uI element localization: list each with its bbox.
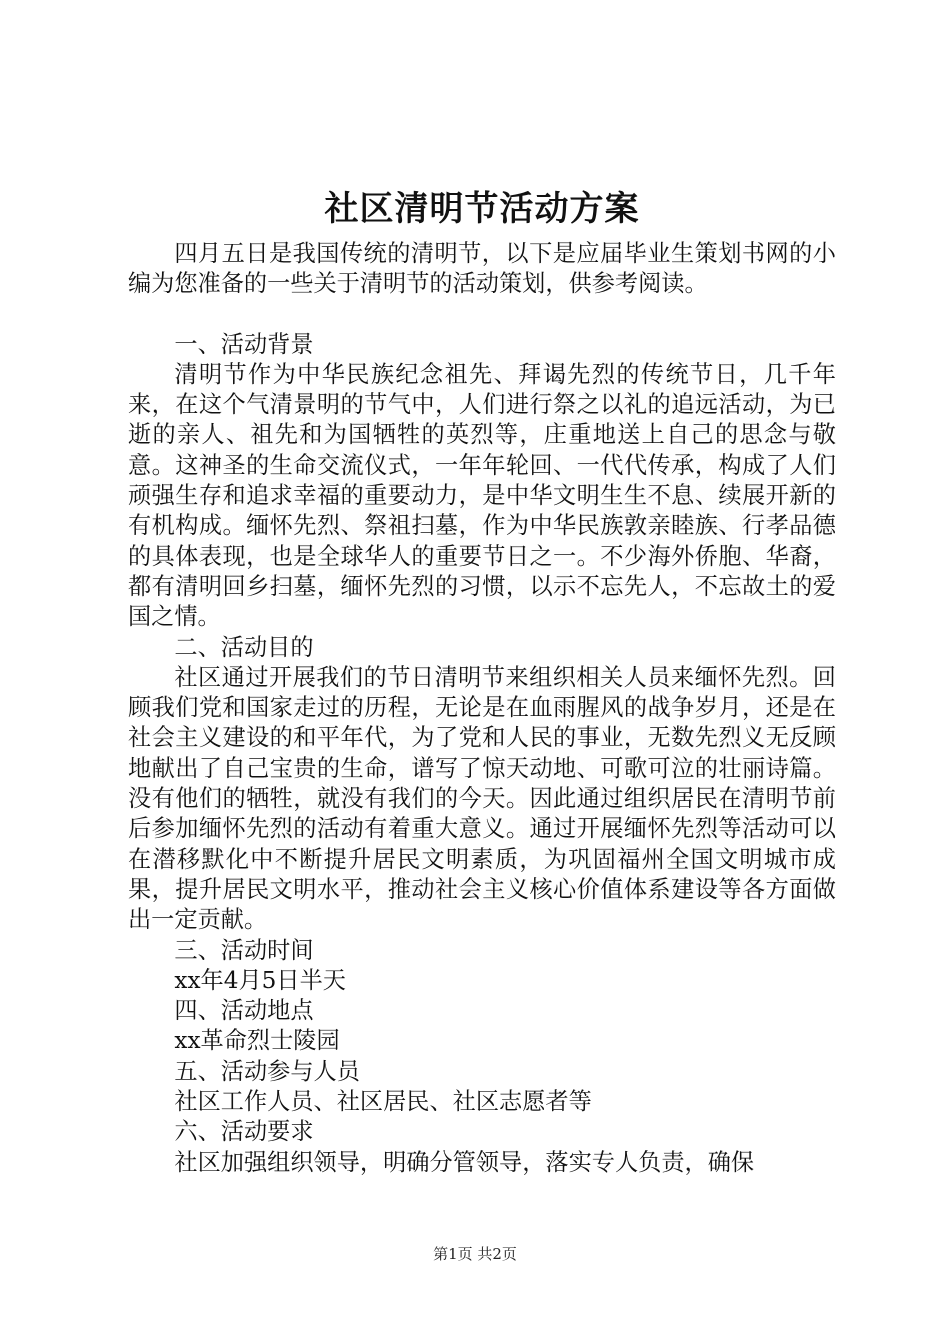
section-heading-participants: 五、活动参与人员 — [174, 1057, 360, 1085]
section-heading-requirements: 六、活动要求 — [174, 1118, 314, 1146]
section-body-background: 清明节作为中华民族纪念祖先、拜谒先烈的传统节日，几千年来，在这个气清景明的节气中，人们进行祭之以礼的追远活动，为已逝的亲人、祖先和为国牺牲的英烈等，庄重地送上自己的思念与敬意。这神圣的生命交流仪式，一年年轮回、一代代传承，构成了人们顽强生存和追求幸福的重要动力，是中华文明生生不息、续展开新的有机构成。缅怀先烈、祭祖扫墓，作为中华民族敦亲睦族、行孝品德的具体表现，也是全球华人的重要节日之一。不少海外侨胞、华裔，都有清明回乡扫墓，缅怀先烈的习惯，以示不忘先人，不忘故土的爱国之情。 — [128, 360, 836, 631]
section-body-participants: 社区工作人员、社区居民、社区志愿者等 — [174, 1088, 592, 1116]
section-heading-location: 四、活动地点 — [174, 997, 314, 1025]
section-heading-purpose: 二、活动目的 — [174, 633, 314, 661]
document-page — [128, 183, 836, 1178]
page-number-footer: 第1页 共2页 — [433, 1245, 517, 1263]
section-body-purpose: 社区通过开展我们的节日清明节来组织相关人员来缅怀先烈。回顾我们党和国家走过的历程，无论是在血雨腥风的战争岁月，还是在社会主义建设的和平年代，为了党和人民的事业，无数先烈义无反顾地献出了自己宝贵的生命，谱写了惊天动地、可歌可泣的壮丽诗篇。没有他们的牺牲，就没有我们的今天。因此通过组织居民在清明节前后参加缅怀先烈的活动有着重大意义。通过开展缅怀先烈等活动可以在潜移默化中不断提升居民文明素质，为巩固福州全国文明城市成果，提升居民文明水平，推动社会主义核心价值体系建设等各方面做出一定贡献。 — [128, 663, 836, 934]
section-body-time: xx年4月5日半天 — [174, 966, 346, 994]
document-title: 社区清明节活动方案 — [324, 189, 640, 229]
section-heading-background: 一、活动背景 — [174, 330, 314, 358]
section-body-requirements: 社区加强组织领导，明确分管领导，落实专人负责，确保 — [174, 1148, 755, 1176]
section-heading-time: 三、活动时间 — [174, 936, 314, 964]
section-body-location: xx革命烈士陵园 — [174, 1027, 340, 1055]
intro-paragraph: 四月五日是我国传统的清明节，以下是应届毕业生策划书网的小编为您准备的一些关于清明节的活动策划，供参考阅读。 — [128, 240, 836, 298]
